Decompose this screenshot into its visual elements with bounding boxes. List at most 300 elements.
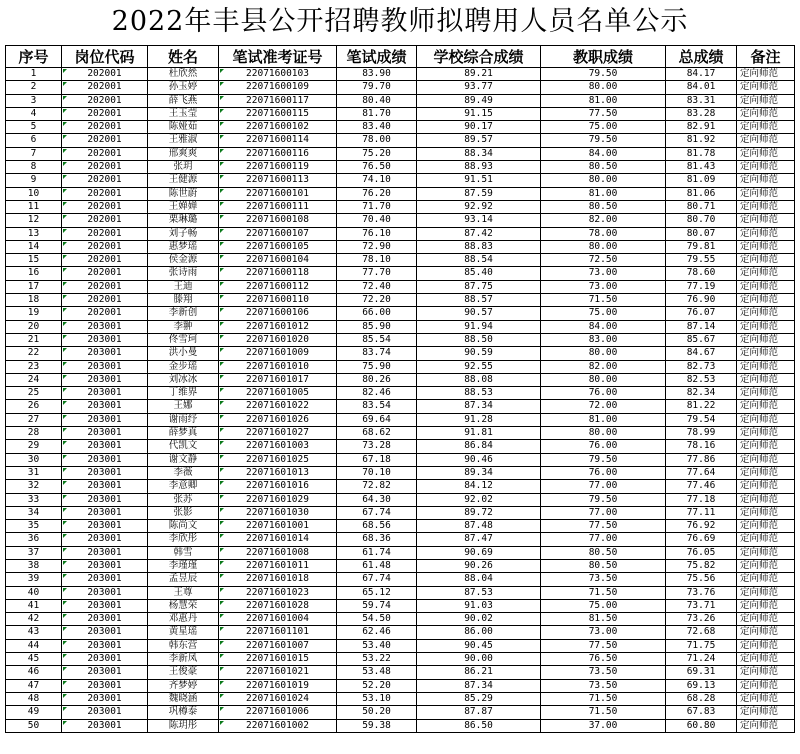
- post-code-cell: 203001: [62, 706, 148, 719]
- row-number-cell: 7: [6, 147, 62, 160]
- table-row: [6, 240, 795, 253]
- row-number-cell: 11: [6, 200, 62, 213]
- exam-ticket-number-cell: 22071600116: [219, 147, 337, 160]
- row-number-cell: 39: [6, 573, 62, 586]
- post-code-cell: 202001: [62, 174, 148, 187]
- row-number-cell: 19: [6, 307, 62, 320]
- table-row: [6, 307, 795, 320]
- exam-ticket-number-cell: 22071601002: [219, 719, 337, 732]
- written-score-cell: 85.54: [337, 333, 417, 346]
- remark-cell: 定向师范: [737, 480, 795, 493]
- written-score-cell: 69.64: [337, 413, 417, 426]
- remark-cell: 定向师范: [737, 200, 795, 213]
- candidate-name-cell: 邓惠丹: [148, 613, 219, 626]
- school-score-cell: 86.00: [417, 626, 541, 639]
- written-score-cell: 83.90: [337, 68, 417, 81]
- written-score-cell: 72.20: [337, 294, 417, 307]
- candidate-name-cell: 栗琳璐: [148, 214, 219, 227]
- exam-ticket-number-cell: 22071600111: [219, 200, 337, 213]
- school-score-cell: 91.94: [417, 320, 541, 333]
- exam-ticket-number-cell: 22071601014: [219, 533, 337, 546]
- written-score-cell: 72.40: [337, 280, 417, 293]
- total-score-cell: 77.64: [666, 466, 737, 479]
- written-score-cell: 83.54: [337, 400, 417, 413]
- remark-cell: 定向师范: [737, 586, 795, 599]
- post-code-cell: 203001: [62, 493, 148, 506]
- remark-cell: 定向师范: [737, 573, 795, 586]
- row-number-cell: 30: [6, 453, 62, 466]
- candidate-name-cell: 巩樽泰: [148, 706, 219, 719]
- post-code-cell: 203001: [62, 440, 148, 453]
- teaching-score-cell: 79.50: [541, 68, 666, 81]
- teaching-score-cell: 84.00: [541, 147, 666, 160]
- table-row: [6, 267, 795, 280]
- remark-cell: 定向师范: [737, 493, 795, 506]
- total-score-cell: 72.68: [666, 626, 737, 639]
- table-row: [6, 586, 795, 599]
- school-score-cell: 85.29: [417, 692, 541, 705]
- post-code-cell: 203001: [62, 333, 148, 346]
- row-number-cell: 8: [6, 161, 62, 174]
- teaching-score-cell: 83.00: [541, 333, 666, 346]
- school-score-cell: 87.87: [417, 706, 541, 719]
- remark-cell: 定向师范: [737, 679, 795, 692]
- teaching-score-cell: 78.00: [541, 227, 666, 240]
- total-score-cell: 71.75: [666, 639, 737, 652]
- written-score-cell: 78.00: [337, 134, 417, 147]
- row-number-cell: 41: [6, 599, 62, 612]
- column-header: 教职成绩: [541, 46, 666, 68]
- table-row: [6, 81, 795, 94]
- row-number-cell: 34: [6, 506, 62, 519]
- teaching-score-cell: 72.00: [541, 400, 666, 413]
- school-score-cell: 90.00: [417, 653, 541, 666]
- exam-ticket-number-cell: 22071600101: [219, 187, 337, 200]
- written-score-cell: 53.40: [337, 639, 417, 652]
- remark-cell: 定向师范: [737, 559, 795, 572]
- remark-cell: 定向师范: [737, 174, 795, 187]
- row-number-cell: 14: [6, 240, 62, 253]
- table-row: [6, 187, 795, 200]
- post-code-cell: 203001: [62, 559, 148, 572]
- teaching-score-cell: 77.00: [541, 506, 666, 519]
- school-score-cell: 89.49: [417, 94, 541, 107]
- exam-ticket-number-cell: 22071601022: [219, 400, 337, 413]
- total-score-cell: 79.55: [666, 254, 737, 267]
- table-row: [6, 599, 795, 612]
- row-number-cell: 25: [6, 387, 62, 400]
- post-code-cell: 202001: [62, 214, 148, 227]
- post-code-cell: 202001: [62, 107, 148, 120]
- exam-ticket-number-cell: 22071601012: [219, 320, 337, 333]
- post-code-cell: 203001: [62, 480, 148, 493]
- table-row: [6, 94, 795, 107]
- written-score-cell: 83.40: [337, 121, 417, 134]
- school-score-cell: 91.15: [417, 107, 541, 120]
- teaching-score-cell: 82.00: [541, 214, 666, 227]
- table-row: [6, 294, 795, 307]
- school-score-cell: 88.08: [417, 373, 541, 386]
- post-code-cell: 203001: [62, 533, 148, 546]
- remark-cell: 定向师范: [737, 240, 795, 253]
- total-score-cell: 73.26: [666, 613, 737, 626]
- column-header: 备注: [737, 46, 795, 68]
- candidate-name-cell: 刘子畅: [148, 227, 219, 240]
- remark-cell: 定向师范: [737, 161, 795, 174]
- candidate-name-cell: 王娜: [148, 400, 219, 413]
- candidate-name-cell: 丁维界: [148, 387, 219, 400]
- post-code-cell: 203001: [62, 679, 148, 692]
- table-row: [6, 373, 795, 386]
- exam-ticket-number-cell: 22071600105: [219, 240, 337, 253]
- row-number-cell: 16: [6, 267, 62, 280]
- candidate-name-cell: 代凯文: [148, 440, 219, 453]
- total-score-cell: 69.31: [666, 666, 737, 679]
- exam-ticket-number-cell: 22071600109: [219, 81, 337, 94]
- candidate-name-cell: 陈世蔚: [148, 187, 219, 200]
- written-score-cell: 54.50: [337, 613, 417, 626]
- teaching-score-cell: 76.50: [541, 653, 666, 666]
- column-header: 岗位代码: [62, 46, 148, 68]
- row-number-cell: 10: [6, 187, 62, 200]
- teaching-score-cell: 84.00: [541, 320, 666, 333]
- table-row: [6, 413, 795, 426]
- column-header: 笔试准考证号: [219, 46, 337, 68]
- post-code-cell: 202001: [62, 121, 148, 134]
- school-score-cell: 93.14: [417, 214, 541, 227]
- post-code-cell: 202001: [62, 147, 148, 160]
- remark-cell: 定向师范: [737, 360, 795, 373]
- teaching-score-cell: 76.00: [541, 440, 666, 453]
- remark-cell: 定向师范: [737, 506, 795, 519]
- exam-ticket-number-cell: 22071600104: [219, 254, 337, 267]
- table-row: [6, 387, 795, 400]
- written-score-cell: 52.20: [337, 679, 417, 692]
- table-row: [6, 333, 795, 346]
- row-number-cell: 18: [6, 294, 62, 307]
- table-row: [6, 320, 795, 333]
- candidate-name-cell: 李欣彤: [148, 533, 219, 546]
- candidate-name-cell: 李新凤: [148, 653, 219, 666]
- remark-cell: 定向师范: [737, 520, 795, 533]
- written-score-cell: 72.82: [337, 480, 417, 493]
- candidate-name-cell: 杨慧荣: [148, 599, 219, 612]
- candidate-name-cell: 李瑾瑾: [148, 559, 219, 572]
- teaching-score-cell: 71.50: [541, 294, 666, 307]
- candidate-name-cell: 邢爽爽: [148, 147, 219, 160]
- table-row: [6, 200, 795, 213]
- remark-cell: 定向师范: [737, 254, 795, 267]
- table-row: [6, 453, 795, 466]
- row-number-cell: 15: [6, 254, 62, 267]
- candidate-name-cell: 魏晓涵: [148, 692, 219, 705]
- total-score-cell: 87.14: [666, 320, 737, 333]
- teaching-score-cell: 79.50: [541, 453, 666, 466]
- candidate-name-cell: 洪小曼: [148, 347, 219, 360]
- exam-ticket-number-cell: 22071600115: [219, 107, 337, 120]
- row-number-cell: 42: [6, 613, 62, 626]
- teaching-score-cell: 80.00: [541, 427, 666, 440]
- row-number-cell: 47: [6, 679, 62, 692]
- candidate-name-cell: 侯金源: [148, 254, 219, 267]
- total-score-cell: 76.69: [666, 533, 737, 546]
- exam-ticket-number-cell: 22071600114: [219, 134, 337, 147]
- written-score-cell: 70.10: [337, 466, 417, 479]
- remark-cell: 定向师范: [737, 227, 795, 240]
- remark-cell: 定向师范: [737, 94, 795, 107]
- row-number-cell: 33: [6, 493, 62, 506]
- exam-ticket-number-cell: 22071601019: [219, 679, 337, 692]
- written-score-cell: 75.90: [337, 360, 417, 373]
- school-score-cell: 90.57: [417, 307, 541, 320]
- candidate-name-cell: 谢文静: [148, 453, 219, 466]
- exam-ticket-number-cell: 22071601017: [219, 373, 337, 386]
- table-row: [6, 559, 795, 572]
- post-code-cell: 203001: [62, 520, 148, 533]
- results-table: [5, 45, 795, 733]
- remark-cell: 定向师范: [737, 440, 795, 453]
- post-code-cell: 202001: [62, 227, 148, 240]
- total-score-cell: 76.90: [666, 294, 737, 307]
- post-code-cell: 203001: [62, 373, 148, 386]
- teaching-score-cell: 73.50: [541, 666, 666, 679]
- candidate-name-cell: 佟雪珂: [148, 333, 219, 346]
- teaching-score-cell: 80.50: [541, 546, 666, 559]
- total-score-cell: 81.09: [666, 174, 737, 187]
- exam-ticket-number-cell: 22071600117: [219, 94, 337, 107]
- row-number-cell: 5: [6, 121, 62, 134]
- teaching-score-cell: 77.50: [541, 107, 666, 120]
- total-score-cell: 60.80: [666, 719, 737, 732]
- remark-cell: 定向师范: [737, 653, 795, 666]
- total-score-cell: 75.82: [666, 559, 737, 572]
- written-score-cell: 61.48: [337, 559, 417, 572]
- candidate-name-cell: 金步瑶: [148, 360, 219, 373]
- written-score-cell: 61.74: [337, 546, 417, 559]
- remark-cell: 定向师范: [737, 639, 795, 652]
- exam-ticket-number-cell: 22071601101: [219, 626, 337, 639]
- row-number-cell: 22: [6, 347, 62, 360]
- table-row: [6, 427, 795, 440]
- exam-ticket-number-cell: 22071601015: [219, 653, 337, 666]
- written-score-cell: 82.46: [337, 387, 417, 400]
- post-code-cell: 203001: [62, 347, 148, 360]
- written-score-cell: 78.10: [337, 254, 417, 267]
- table-row: [6, 653, 795, 666]
- total-score-cell: 82.53: [666, 373, 737, 386]
- teaching-score-cell: 75.00: [541, 599, 666, 612]
- remark-cell: 定向师范: [737, 626, 795, 639]
- row-number-cell: 1: [6, 68, 62, 81]
- row-number-cell: 35: [6, 520, 62, 533]
- written-score-cell: 68.36: [337, 533, 417, 546]
- header-row: [6, 46, 795, 68]
- candidate-name-cell: 王婵婵: [148, 200, 219, 213]
- total-score-cell: 68.28: [666, 692, 737, 705]
- teaching-score-cell: 71.50: [541, 692, 666, 705]
- school-score-cell: 90.17: [417, 121, 541, 134]
- total-score-cell: 77.11: [666, 506, 737, 519]
- school-score-cell: 87.34: [417, 679, 541, 692]
- remark-cell: 定向师范: [737, 373, 795, 386]
- table-row: [6, 134, 795, 147]
- post-code-cell: 202001: [62, 267, 148, 280]
- exam-ticket-number-cell: 22071601025: [219, 453, 337, 466]
- school-score-cell: 86.50: [417, 719, 541, 732]
- exam-ticket-number-cell: 22071601004: [219, 613, 337, 626]
- row-number-cell: 20: [6, 320, 62, 333]
- post-code-cell: 203001: [62, 653, 148, 666]
- total-score-cell: 85.67: [666, 333, 737, 346]
- candidate-name-cell: 陈娅茹: [148, 121, 219, 134]
- school-score-cell: 90.46: [417, 453, 541, 466]
- remark-cell: 定向师范: [737, 719, 795, 732]
- total-score-cell: 79.81: [666, 240, 737, 253]
- candidate-name-cell: 韩东营: [148, 639, 219, 652]
- post-code-cell: 202001: [62, 280, 148, 293]
- school-score-cell: 91.03: [417, 599, 541, 612]
- school-score-cell: 88.53: [417, 387, 541, 400]
- post-code-cell: 203001: [62, 427, 148, 440]
- post-code-cell: 202001: [62, 81, 148, 94]
- written-score-cell: 68.56: [337, 520, 417, 533]
- written-score-cell: 72.90: [337, 240, 417, 253]
- total-score-cell: 78.16: [666, 440, 737, 453]
- column-header: 学校综合成绩: [417, 46, 541, 68]
- exam-ticket-number-cell: 22071601029: [219, 493, 337, 506]
- post-code-cell: 203001: [62, 613, 148, 626]
- remark-cell: 定向师范: [737, 347, 795, 360]
- row-number-cell: 12: [6, 214, 62, 227]
- exam-ticket-number-cell: 22071601026: [219, 413, 337, 426]
- remark-cell: 定向师范: [737, 333, 795, 346]
- school-score-cell: 86.84: [417, 440, 541, 453]
- candidate-name-cell: 李新创: [148, 307, 219, 320]
- table-row: [6, 480, 795, 493]
- table-row: [6, 147, 795, 160]
- post-code-cell: 202001: [62, 187, 148, 200]
- remark-cell: 定向师范: [737, 692, 795, 705]
- exam-ticket-number-cell: 22071600118: [219, 267, 337, 280]
- table-row: [6, 692, 795, 705]
- post-code-cell: 203001: [62, 639, 148, 652]
- written-score-cell: 62.46: [337, 626, 417, 639]
- candidate-name-cell: 孟昱辰: [148, 573, 219, 586]
- post-code-cell: 202001: [62, 240, 148, 253]
- written-score-cell: 73.28: [337, 440, 417, 453]
- post-code-cell: 203001: [62, 453, 148, 466]
- post-code-cell: 202001: [62, 294, 148, 307]
- row-number-cell: 21: [6, 333, 62, 346]
- exam-ticket-number-cell: 22071600107: [219, 227, 337, 240]
- remark-cell: 定向师范: [737, 320, 795, 333]
- table-row: [6, 440, 795, 453]
- school-score-cell: 86.21: [417, 666, 541, 679]
- table-row: [6, 639, 795, 652]
- candidate-name-cell: 王尊: [148, 586, 219, 599]
- row-number-cell: 37: [6, 546, 62, 559]
- candidate-name-cell: 陈尚文: [148, 520, 219, 533]
- post-code-cell: 203001: [62, 387, 148, 400]
- table-row: [6, 400, 795, 413]
- total-score-cell: 71.24: [666, 653, 737, 666]
- written-score-cell: 83.74: [337, 347, 417, 360]
- total-score-cell: 73.71: [666, 599, 737, 612]
- total-score-cell: 76.92: [666, 520, 737, 533]
- exam-ticket-number-cell: 22071601024: [219, 692, 337, 705]
- post-code-cell: 203001: [62, 666, 148, 679]
- table-row: [6, 466, 795, 479]
- total-score-cell: 75.56: [666, 573, 737, 586]
- school-score-cell: 91.28: [417, 413, 541, 426]
- teaching-score-cell: 81.00: [541, 413, 666, 426]
- table-row: [6, 254, 795, 267]
- exam-ticket-number-cell: 22071601010: [219, 360, 337, 373]
- teaching-score-cell: 80.50: [541, 200, 666, 213]
- teaching-score-cell: 80.00: [541, 81, 666, 94]
- row-number-cell: 46: [6, 666, 62, 679]
- post-code-cell: 203001: [62, 400, 148, 413]
- written-score-cell: 81.70: [337, 107, 417, 120]
- written-score-cell: 67.74: [337, 506, 417, 519]
- school-score-cell: 90.59: [417, 347, 541, 360]
- exam-ticket-number-cell: 22071600119: [219, 161, 337, 174]
- teaching-score-cell: 71.50: [541, 586, 666, 599]
- table-row: [6, 679, 795, 692]
- candidate-name-cell: 王玉莹: [148, 107, 219, 120]
- candidate-name-cell: 滕翔: [148, 294, 219, 307]
- post-code-cell: 203001: [62, 586, 148, 599]
- table-row: [6, 626, 795, 639]
- school-score-cell: 91.81: [417, 427, 541, 440]
- table-row: [6, 546, 795, 559]
- written-score-cell: 67.18: [337, 453, 417, 466]
- total-score-cell: 81.43: [666, 161, 737, 174]
- school-score-cell: 84.12: [417, 480, 541, 493]
- total-score-cell: 81.78: [666, 147, 737, 160]
- school-score-cell: 88.83: [417, 240, 541, 253]
- written-score-cell: 66.00: [337, 307, 417, 320]
- candidate-name-cell: 惠梦瑶: [148, 240, 219, 253]
- school-score-cell: 88.54: [417, 254, 541, 267]
- row-number-cell: 23: [6, 360, 62, 373]
- remark-cell: 定向师范: [737, 546, 795, 559]
- candidate-name-cell: 张影: [148, 506, 219, 519]
- exam-ticket-number-cell: 22071601009: [219, 347, 337, 360]
- written-score-cell: 65.12: [337, 586, 417, 599]
- written-score-cell: 67.74: [337, 573, 417, 586]
- candidate-name-cell: 王俊豪: [148, 666, 219, 679]
- table-row: [6, 573, 795, 586]
- school-score-cell: 89.21: [417, 68, 541, 81]
- exam-ticket-number-cell: 22071601021: [219, 666, 337, 679]
- exam-ticket-number-cell: 22071601030: [219, 506, 337, 519]
- post-code-cell: 203001: [62, 320, 148, 333]
- teaching-score-cell: 71.50: [541, 706, 666, 719]
- school-score-cell: 89.72: [417, 506, 541, 519]
- teaching-score-cell: 75.00: [541, 307, 666, 320]
- remark-cell: 定向师范: [737, 307, 795, 320]
- total-score-cell: 80.71: [666, 200, 737, 213]
- exam-ticket-number-cell: 22071601020: [219, 333, 337, 346]
- row-number-cell: 13: [6, 227, 62, 240]
- candidate-name-cell: 韩雪: [148, 546, 219, 559]
- exam-ticket-number-cell: 22071600108: [219, 214, 337, 227]
- candidate-name-cell: 张苏: [148, 493, 219, 506]
- teaching-score-cell: 80.00: [541, 373, 666, 386]
- candidate-name-cell: 齐梦婷: [148, 679, 219, 692]
- row-number-cell: 44: [6, 639, 62, 652]
